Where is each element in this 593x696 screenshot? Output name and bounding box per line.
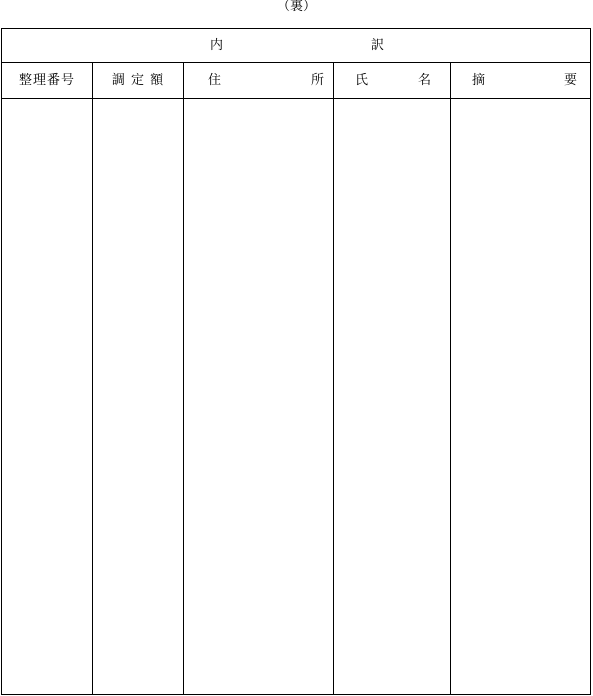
header-tekiyo-left: 摘 [472,73,486,88]
cell-jusho [184,99,333,694]
page-side-label: （裏） [276,0,316,14]
header-tekiyo [472,63,577,98]
header-jusho-right: 所 [310,73,324,88]
header-tekiyo-right: 要 [563,73,577,88]
header-chotei-gaku: 調 定 額 [111,73,165,88]
breakdown-title-row [2,29,590,63]
header-shimei-left: 氏 [355,73,369,88]
breakdown-title-right: 訳 [371,38,385,53]
header-shimei [355,63,431,98]
cell-seiri-bango [2,99,92,694]
header-jusho-left: 住 [208,73,222,88]
breakdown-table [1,28,591,695]
cell-shimei [334,99,450,694]
header-shimei-right: 名 [417,73,431,88]
cell-chotei-gaku [93,99,183,694]
header-jusho [208,63,324,98]
header-seiri-bango: 整理番号 [18,73,75,88]
cell-tekiyo [451,99,590,694]
breakdown-title-left: 内 [210,38,224,53]
